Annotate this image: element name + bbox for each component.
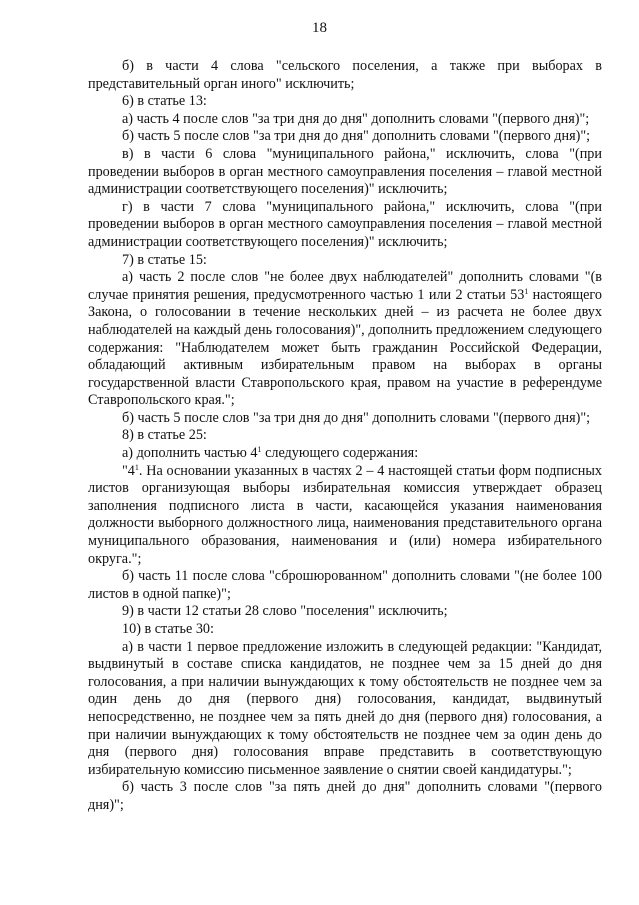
paragraph: б) часть 11 после слова "сброшюрованном" дополнить словами "(не более 100 листов в одной папке)"; bbox=[88, 568, 602, 602]
paragraph: а) часть 4 после слов "за три дня до дня" дополнить словами "(первого дня)"; bbox=[122, 110, 590, 127]
paragraph bbox=[88, 463, 602, 569]
superscript: 1 bbox=[524, 286, 529, 296]
page-number: 18 bbox=[312, 20, 327, 36]
paragraph: в) в части 6 слова "муниципального района," исключить, слова "(при проведении выборов в орган местного самоуправления поселения – главой местной администрации соответствующего поселения)" исключить; bbox=[88, 145, 602, 198]
paragraph-text: следующего содержания: bbox=[261, 445, 419, 462]
paragraph: б) часть 5 после слов "за три дня до дня" дополнить словами "(первого дня)"; bbox=[122, 128, 591, 145]
paragraph: а) в части 1 первое предложение изложить в следующей редакции: "Кандидат, выдвинутый в составе списка кандидатов, не позднее чем за 15 дней до дня голосования, а при наличии вынуждающих к тому обстоятельств не позднее чем за один день до дня (первого дня) голосования, кандидат, выдвинутый непосредственно, не позднее чем за пять дней до дня (первого дня) голосования, а при наличии вынуждающих к тому обстоятельств не позднее чем за один день до дня (первого дня) голосования вправе представить в соответствующую избирательную комиссию письменное заявление о снятии своей кандидатуры."; bbox=[88, 638, 602, 778]
document-body bbox=[88, 58, 602, 815]
paragraph bbox=[88, 269, 602, 410]
paragraph: 10) в статье 30: bbox=[122, 621, 214, 637]
paragraph: б) часть 5 после слов "за три дня до дня" дополнить словами "(первого дня)"; bbox=[122, 409, 591, 426]
paragraph-text: настоящего Закона, о голосовании в течение нескольких дней – из расчета не более двух наблюдателей на каждый день голосования)", дополнить предложением следующего содержания: "Наблюдателем может быть гражданин Российской Федерации, обладающий активным избирательным правом на выборах в органы государственной власти Ставропольского края, правом на участие в референдуме Ставропольского края."; bbox=[88, 286, 602, 409]
paragraph-text: "4 bbox=[122, 462, 135, 479]
superscript: 1 bbox=[257, 445, 262, 455]
paragraph: 7) в статье 15: bbox=[122, 251, 207, 268]
paragraph: 8) в статье 25: bbox=[122, 427, 207, 444]
paragraph: б) часть 3 после слов "за пять дней до дня" дополнить словами "(первого дня)"; bbox=[88, 779, 602, 813]
paragraph-text: . На основании указанных в частях 2 – 4 настоящей статьи форм подписных листов организующая выборы избирательная комиссия утверждает образец заполнения подписного листа в части, касающейся указания наименования должности выборного должностного лица, наименования представительного органа муниципального образования, наименования и (или) номера избирательного округа."; bbox=[88, 462, 602, 567]
paragraph: 6) в статье 13: bbox=[122, 93, 207, 110]
paragraph bbox=[88, 445, 602, 463]
paragraph: 9) в части 12 статьи 28 слово "поселения" исключить; bbox=[122, 603, 448, 620]
paragraph-text: а) часть 2 после слов "не более двух наблюдателей" дополнить словами "(в случае принятия решения, предусмотренного частью 1 или 2 статьи 53 bbox=[88, 269, 602, 303]
paragraph: г) в части 7 слова "муниципального района," исключить, слова "(при проведении выборов в орган местного самоуправления поселения – главой местной администрации соответствующего поселения)" исключить; bbox=[88, 198, 602, 250]
paragraph: б) в части 4 слова "сельского поселения, а также при выборах в представительный орган иного" исключить; bbox=[88, 58, 602, 92]
superscript: 1 bbox=[134, 462, 139, 472]
paragraph-text: а) дополнить частью 4 bbox=[122, 445, 258, 462]
